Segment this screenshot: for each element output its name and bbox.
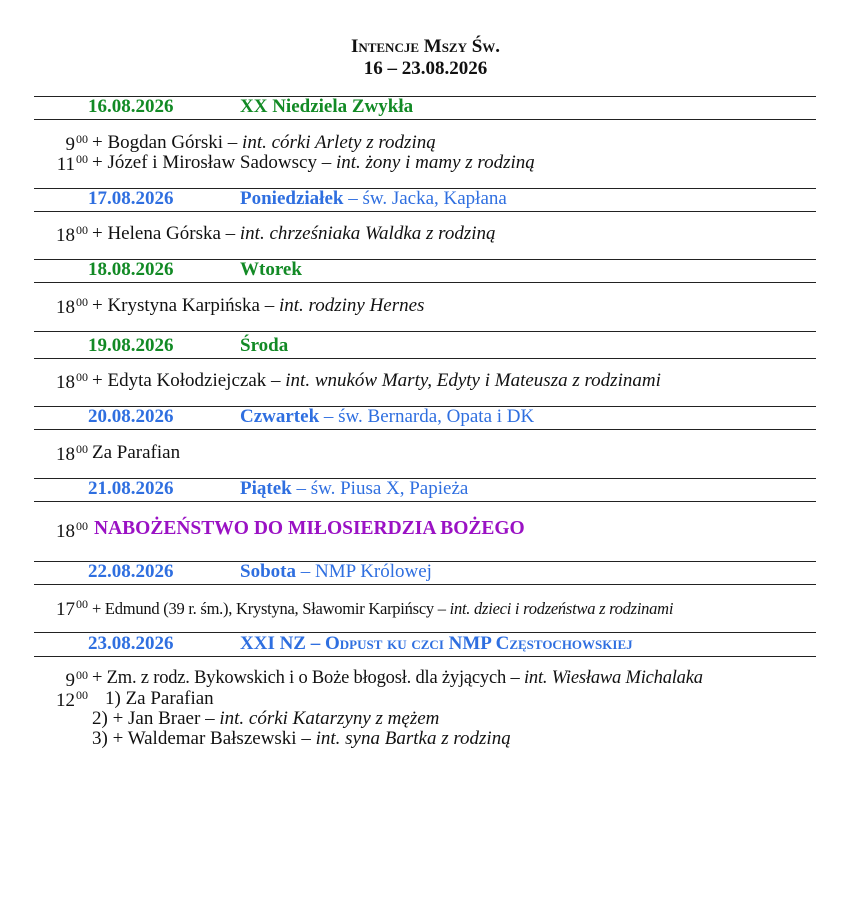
divider xyxy=(34,119,816,120)
intention: + Zm. z rodz. Bykowskich i o Boże błogosł. dla żyjących – int. Wiesława Michalaka xyxy=(92,668,703,688)
divider xyxy=(34,584,816,585)
intention: 2) + Jan Braer – int. córki Katarzyny z mężem xyxy=(92,708,440,729)
mass-time: $9^{00}$ xyxy=(65,132,88,155)
day-date: 22.08.2026 xyxy=(88,561,174,582)
day-date: 23.08.2026 xyxy=(88,633,174,654)
mass-time: $18^{00}$ xyxy=(56,519,88,542)
day-date: 16.08.2026 xyxy=(88,96,174,117)
mass-time: $17^{00}$ xyxy=(56,597,88,620)
divider xyxy=(34,429,816,430)
intention: + Edmund (39 r. śm.), Krystyna, Sławomir Karpińscy – int. dzieci i rodzeństwa z rodzinami xyxy=(92,599,674,618)
day-date: 21.08.2026 xyxy=(88,478,174,499)
day-name: Sobota – NMP Królowej xyxy=(240,561,432,582)
divider xyxy=(34,358,816,359)
day-date: 19.08.2026 xyxy=(88,335,174,356)
day-date: 20.08.2026 xyxy=(88,406,174,427)
day-date: 18.08.2026 xyxy=(88,259,174,280)
date-range: 16 – 23.08.2026 xyxy=(363,58,488,79)
intention: + Helena Górska – int. chrześniaka Waldka z rodziną xyxy=(92,223,496,244)
mass-time: $18^{00}$ xyxy=(56,295,88,318)
page-title: Intencje Mszy Św. xyxy=(350,36,501,57)
intention: + Edyta Kołodziejczak – int. wnuków Marty, Edyty i Mateusza z rodzinami xyxy=(92,370,661,391)
day-date: 17.08.2026 xyxy=(88,188,174,209)
mass-time: $12^{00}$ xyxy=(56,688,88,711)
divider xyxy=(34,282,816,283)
day-name: Wtorek xyxy=(240,259,302,280)
divider xyxy=(34,656,816,657)
mass-time: $18^{00}$ xyxy=(56,442,88,465)
intention: + Bogdan Górski – int. córki Arlety z rodziną xyxy=(92,132,436,153)
intention: + Krystyna Karpińska – int. rodziny Hernes xyxy=(92,295,425,316)
mass-time: $11^{00}$ xyxy=(56,152,88,175)
intention: 1) Za Parafian xyxy=(105,688,214,709)
day-name: Piątek – św. Piusa X, Papieża xyxy=(240,478,469,499)
mass-time: $18^{00}$ xyxy=(56,370,88,393)
service-title: NABOŻEŃSTWO DO MIŁOSIERDZIA BOŻEGO xyxy=(94,518,525,539)
day-name: XX Niedziela Zwykła xyxy=(240,96,414,117)
intention: Za Parafian xyxy=(92,442,181,463)
divider xyxy=(34,501,816,502)
divider xyxy=(34,211,816,212)
intention: + Józef i Mirosław Sadowscy – int. żony i mamy z rodziną xyxy=(92,152,535,173)
mass-time: $9^{00}$ xyxy=(65,668,88,691)
day-name: Środa xyxy=(240,335,289,356)
intention: 3) + Waldemar Bałszewski – int. syna Bartka z rodziną xyxy=(92,728,511,749)
mass-time: $18^{00}$ xyxy=(56,223,88,246)
day-name: XXI NZ – Odpust ku czci NMP Częstochowskiej xyxy=(240,633,633,654)
day-name: Czwartek – św. Bernarda, Opata i DK xyxy=(240,406,535,427)
divider xyxy=(34,331,816,332)
day-name: Poniedziałek – św. Jacka, Kapłana xyxy=(240,188,507,209)
